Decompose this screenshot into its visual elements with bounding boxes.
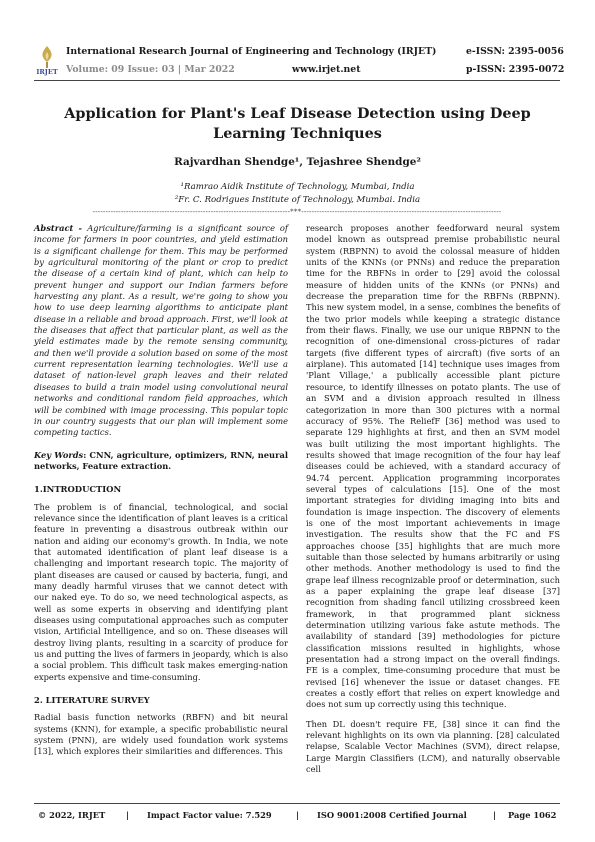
right-column bbox=[306, 223, 560, 776]
volume-issue: Volume: 09 Issue: 03 | Mar 2022 bbox=[66, 64, 235, 75]
logo-text: IRJET bbox=[36, 68, 58, 76]
footer-page-number: Page 1062 bbox=[508, 810, 557, 820]
right-paragraph-1: research proposes another feedforward neural system model known as outspread premise probabilistic neural system (RBPNN) to avoid the colossal measure of hidden units of the KNNs (or PNNs) and reduce the preparation time for the RBFNs in order to [29] avoid the colossal measure of hidden units of the KNNs (or PNNs) and decrease the preparation time for the RBFNs (RBPNN). This new system model, in a sense, combines the benefits of the two prior models while keeping a strategic distance from their flaws. Finally, we use our unique RBPNN to the recognition of one-dimensional cross-pictures of radar targets (five different types of aircraft) (five sorts of an airplane). This automated [14] technique uses images from 'Plant Village,' a publically accessible plant picture resource, to identify illnesses on potato plants. The use of an SVM and a division approach resulted in illness categorization in more than 300 pictures with a normal accuracy of 95%. The ReliefF [36] method was used to separate 129 highlights at first, and then an SVM model was built utilizing the most important highlights. The results showed that image recognition of the four hay leaf diseases could be achieved, with a standard accuracy of 94.74 percent. Application programming incorporates several types of calculations [15]. One of the most important strategies for dividing imaging into bits and foundation is image inspection. The discovery of elements is one of the most important achievements in image investigation. The results show that the FC and FS approaches choose [35] highlights that are much more suitable than those selected by humans arbitrarily or using other methods. Another methodology is used to find the grape leaf illness recognizable proof or determination, such as a paper explaining the grape leaf disease [37] recognition from shading fancil utilizing crossbreed keen framework, in that programmed plant sickness determination utilizing various fake astute methods. The availability of standard [39] methodologies for picture classification missions resulted in highlights, whose presentation had a strong impact on the overall findings. FE is a complex, time-consuming procedure that must be revised [16] whenever the issue or dataset changes. FE creates a costly effort that relies on expert knowledge and does not sum up correctly using this technique. bbox=[306, 223, 560, 710]
footer-rule bbox=[34, 803, 560, 804]
keywords bbox=[34, 450, 288, 473]
irjet-logo bbox=[34, 44, 60, 78]
journal-name: International Research Journal of Engineering and Technology (IRJET) bbox=[66, 46, 437, 57]
footer-sep-3: | bbox=[493, 810, 497, 820]
keywords-label: Key Words bbox=[34, 449, 84, 460]
journal-website: www.irjet.net bbox=[292, 64, 361, 75]
author-list: Rajvardhan Shendge¹, Tejashree Shendge² bbox=[174, 156, 421, 168]
footer-copyright: © 2022, IRJET bbox=[38, 810, 106, 820]
intro-paragraph: The problem is of financial, technological, and social relevance since the identification of plant leaves is a critical feature in preventing a disastrous outbreak within our nation and aiding our economy's growth. In India, we note that automated identification of plant leaf disease is a challenging and important research topic. The majority of plant diseases are caused or caused by bacteria, fungi, and many deadly harmful viruses that we cannot detect with our naked eye. To do so, we need technological aspects, as well as some experts in observing and identifying plant diseases using computational approaches such as computer vision, Artificial Intelligence, and so on. These diseases will destroy living plants, resulting in a scarcity of produce for us and putting the lives of farmers in jeopardy, which is also a social problem. This difficult task makes emerging-nation experts expensive and time-consuming. bbox=[34, 501, 288, 682]
header-rule bbox=[34, 80, 560, 81]
e-issn: e-ISSN: 2395-0056 bbox=[466, 46, 564, 57]
intro-heading: 1.INTRODUCTION bbox=[34, 484, 122, 495]
affiliation-1: ¹Ramrao Aidik Institute of Technology, Mumbai, India bbox=[180, 182, 415, 192]
right-paragraph-2: Then DL doesn't require FE, [38] since it can find the relevant highlights on its own via planning. [28] calculated relapse, Scalable Vector Machines (SVM), direct relapse, Large Margin Classifiers (LCM), and naturally observable cell bbox=[306, 718, 560, 775]
footer-iso: ISO 9001:2008 Certified Journal bbox=[317, 810, 467, 820]
literature-paragraph: Radial basis function networks (RBFN) and bit neural systems (KNN), for example, a specific probabilistic neural system (PNN), are widely used foundation work systems [13], which explores their similarities and differences. This bbox=[34, 712, 288, 757]
abstract-text: Agriculture/farming is a significant source of income for farmers in poor countries, and yield estimation is a significant challenge for them. This may be performed by agricultural monitoring of the plant or crop to predict the disease of a certain kind of plant, which can help to prevent hunger and support our Indian farmers before harvesting any plant. As a result, we're going to show you how to use deep learning algorithms to anticipate plant disease in a reliable and broad approach. First, we'll look at the diseases that affect that particular plant, as well as the yield estimates made by the remote sensing community, and then we'll provide a solution based on some of the most current representation learning technologies. We'll use a dataset of nation-level graph leaves and their related diseases to build a train model using convolutional neural networks and conditional random field approaches, which will be combined with image processing. This popular topic in our country suggests that our plan will implement some competing tactics. bbox=[34, 223, 288, 438]
footer-impact-factor: Impact Factor value: 7.529 bbox=[147, 810, 272, 820]
footer-sep-2: | bbox=[296, 810, 300, 820]
separator-line: -----------------------------------------------------------------------------***------------------------------------------------------------------------------ bbox=[92, 208, 502, 216]
footer-sep-1: | bbox=[126, 810, 130, 820]
p-issn: p-ISSN: 2395-0072 bbox=[466, 64, 565, 75]
left-column bbox=[34, 223, 288, 758]
abstract bbox=[34, 223, 288, 439]
affiliation-2: ²Fr. C. Rodrigues Institute of Technology, Mumbai. India bbox=[174, 195, 421, 205]
literature-heading: 2. LITERATURE SURVEY bbox=[34, 695, 150, 706]
keywords-text: : CNN, agriculture, optimizers, RNN, neural networks, Feature extraction. bbox=[34, 449, 288, 471]
abstract-label: Abstract - bbox=[34, 223, 88, 233]
paper-title: Application for Plant's Leaf Disease Detection using Deep Learning Techniques bbox=[64, 105, 531, 142]
